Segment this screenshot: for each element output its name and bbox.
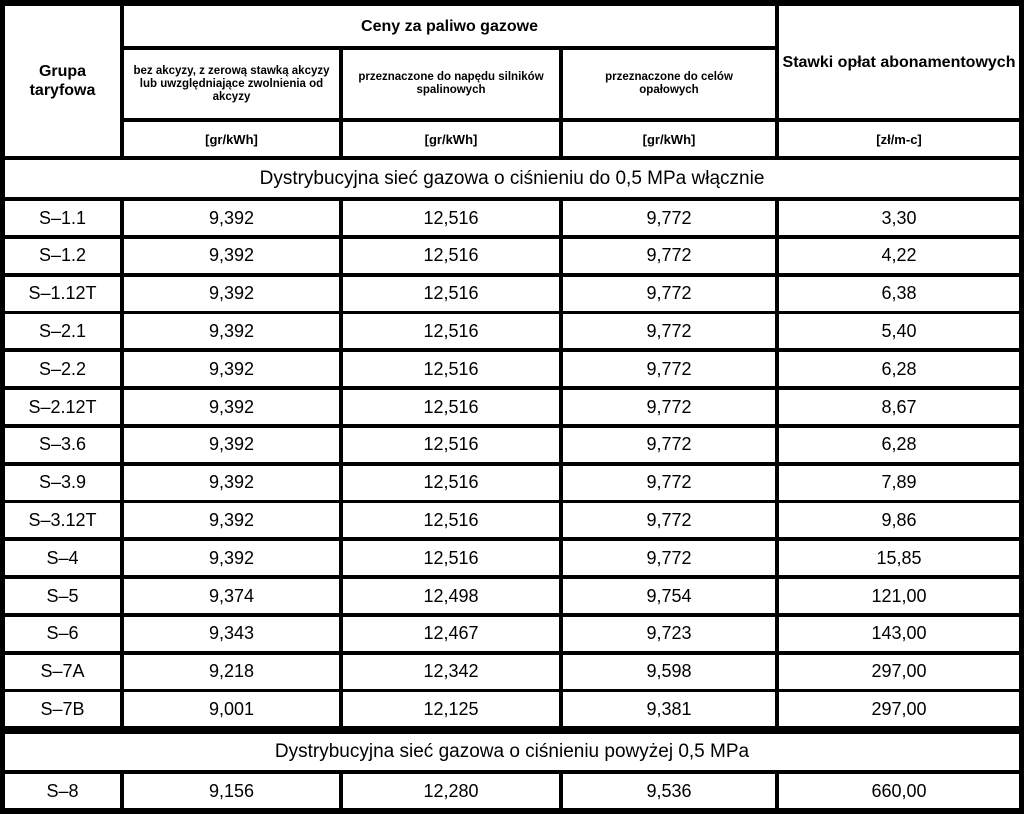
table-cell-fee: 6,38 — [779, 277, 1019, 311]
table-cell-price-heating: 9,772 — [563, 541, 775, 575]
table-cell-price-no-excise: 9,392 — [124, 314, 339, 348]
table-cell-fee: 3,30 — [779, 201, 1019, 235]
table-cell-price-engine: 12,516 — [343, 503, 559, 537]
table-cell-group: S–2.2 — [5, 352, 120, 386]
header-unit-1: [gr/kWh] — [124, 122, 339, 156]
header-prices-title: Ceny za paliwo gazowe — [124, 6, 775, 46]
table-cell-price-engine: 12,516 — [343, 314, 559, 348]
header-group — [5, 6, 120, 156]
table-cell-price-heating: 9,381 — [563, 692, 775, 726]
header-group-label: Grupa taryfowa — [29, 63, 96, 99]
header-unit-4: [zł/m-c] — [779, 122, 1019, 156]
table-cell-group: S–2.1 — [5, 314, 120, 348]
table-cell-price-heating: 9,772 — [563, 352, 775, 386]
table-cell-group: S–3.9 — [5, 466, 120, 500]
header-col1: bez akcyzy, z zerową stawką akcyzy lub uwzględniające zwolnienia od akcyzy — [124, 50, 339, 118]
table-cell-fee: 143,00 — [779, 617, 1019, 651]
table-cell-group: S–1.1 — [5, 201, 120, 235]
table-cell-fee: 15,85 — [779, 541, 1019, 575]
table-cell-group: S–1.12T — [5, 277, 120, 311]
table-cell-price-no-excise: 9,218 — [124, 655, 339, 689]
table-cell-price-engine: 12,125 — [343, 692, 559, 726]
table-cell-price-heating: 9,772 — [563, 390, 775, 424]
table-cell-price-no-excise: 9,392 — [124, 352, 339, 386]
table-cell-price-engine: 12,280 — [343, 774, 559, 808]
table-cell-group: S–8 — [5, 774, 120, 808]
table-cell-fee: 121,00 — [779, 579, 1019, 613]
table-cell-group: S–7B — [5, 692, 120, 726]
table-cell-price-no-excise: 9,374 — [124, 579, 339, 613]
table-cell-price-engine: 12,498 — [343, 579, 559, 613]
table-cell-price-engine: 12,516 — [343, 239, 559, 273]
table-cell-fee: 6,28 — [779, 352, 1019, 386]
table-cell-price-heating: 9,772 — [563, 314, 775, 348]
table-cell-price-heating: 9,772 — [563, 239, 775, 273]
table-cell-group: S–5 — [5, 579, 120, 613]
table-cell-price-heating: 9,536 — [563, 774, 775, 808]
table-cell-price-engine: 12,516 — [343, 201, 559, 235]
table-cell-price-heating: 9,772 — [563, 503, 775, 537]
table-cell-price-no-excise: 9,392 — [124, 239, 339, 273]
table-cell-fee: 9,86 — [779, 503, 1019, 537]
table-cell-price-no-excise: 9,156 — [124, 774, 339, 808]
table-cell-group: S–3.12T — [5, 503, 120, 537]
table-cell-group: S–4 — [5, 541, 120, 575]
section-title-high-pressure: Dystrybucyjna sieć gazowa o ciśnieniu powyżej 0,5 MPa — [5, 734, 1019, 770]
table-cell-price-engine: 12,516 — [343, 428, 559, 462]
table-cell-price-engine: 12,516 — [343, 390, 559, 424]
table-cell-fee: 297,00 — [779, 655, 1019, 689]
table-cell-price-heating: 9,772 — [563, 466, 775, 500]
table-cell-fee: 4,22 — [779, 239, 1019, 273]
header-col3: przeznaczone do celów opałowych — [563, 50, 775, 118]
header-col2: przeznaczone do napędu silników spalinowych — [343, 50, 559, 118]
table-cell-fee: 6,28 — [779, 428, 1019, 462]
table-cell-group: S–1.2 — [5, 239, 120, 273]
header-fees-title: Stawki opłat abonamentowych — [779, 6, 1019, 118]
table-cell-price-no-excise: 9,001 — [124, 692, 339, 726]
table-cell-price-no-excise: 9,392 — [124, 541, 339, 575]
table-cell-price-heating: 9,772 — [563, 428, 775, 462]
table-cell-price-no-excise: 9,392 — [124, 428, 339, 462]
table-cell-price-no-excise: 9,392 — [124, 390, 339, 424]
table-cell-price-heating: 9,754 — [563, 579, 775, 613]
table-cell-group: S–6 — [5, 617, 120, 651]
table-cell-price-no-excise: 9,392 — [124, 277, 339, 311]
header-unit-2: [gr/kWh] — [343, 122, 559, 156]
table-cell-price-engine: 12,516 — [343, 541, 559, 575]
table-cell-price-engine: 12,467 — [343, 617, 559, 651]
table-cell-price-no-excise: 9,392 — [124, 201, 339, 235]
table-cell-group: S–7A — [5, 655, 120, 689]
table-cell-fee: 660,00 — [779, 774, 1019, 808]
table-cell-fee: 297,00 — [779, 692, 1019, 726]
table-cell-price-heating: 9,772 — [563, 201, 775, 235]
table-cell-price-no-excise: 9,343 — [124, 617, 339, 651]
table-cell-price-engine: 12,342 — [343, 655, 559, 689]
table-cell-group: S–2.12T — [5, 390, 120, 424]
header-unit-3: [gr/kWh] — [563, 122, 775, 156]
table-cell-price-heating: 9,598 — [563, 655, 775, 689]
table-cell-price-heating: 9,723 — [563, 617, 775, 651]
table-cell-price-engine: 12,516 — [343, 352, 559, 386]
table-cell-fee: 7,89 — [779, 466, 1019, 500]
table-cell-price-no-excise: 9,392 — [124, 503, 339, 537]
tariff-table — [2, 3, 1022, 811]
table-cell-fee: 5,40 — [779, 314, 1019, 348]
table-cell-fee: 8,67 — [779, 390, 1019, 424]
table-cell-price-no-excise: 9,392 — [124, 466, 339, 500]
table-cell-group: S–3.6 — [5, 428, 120, 462]
section-title-low-pressure: Dystrybucyjna sieć gazowa o ciśnieniu do 0,5 MPa włącznie — [5, 160, 1019, 197]
table-cell-price-engine: 12,516 — [343, 466, 559, 500]
table-cell-price-heating: 9,772 — [563, 277, 775, 311]
table-cell-price-engine: 12,516 — [343, 277, 559, 311]
